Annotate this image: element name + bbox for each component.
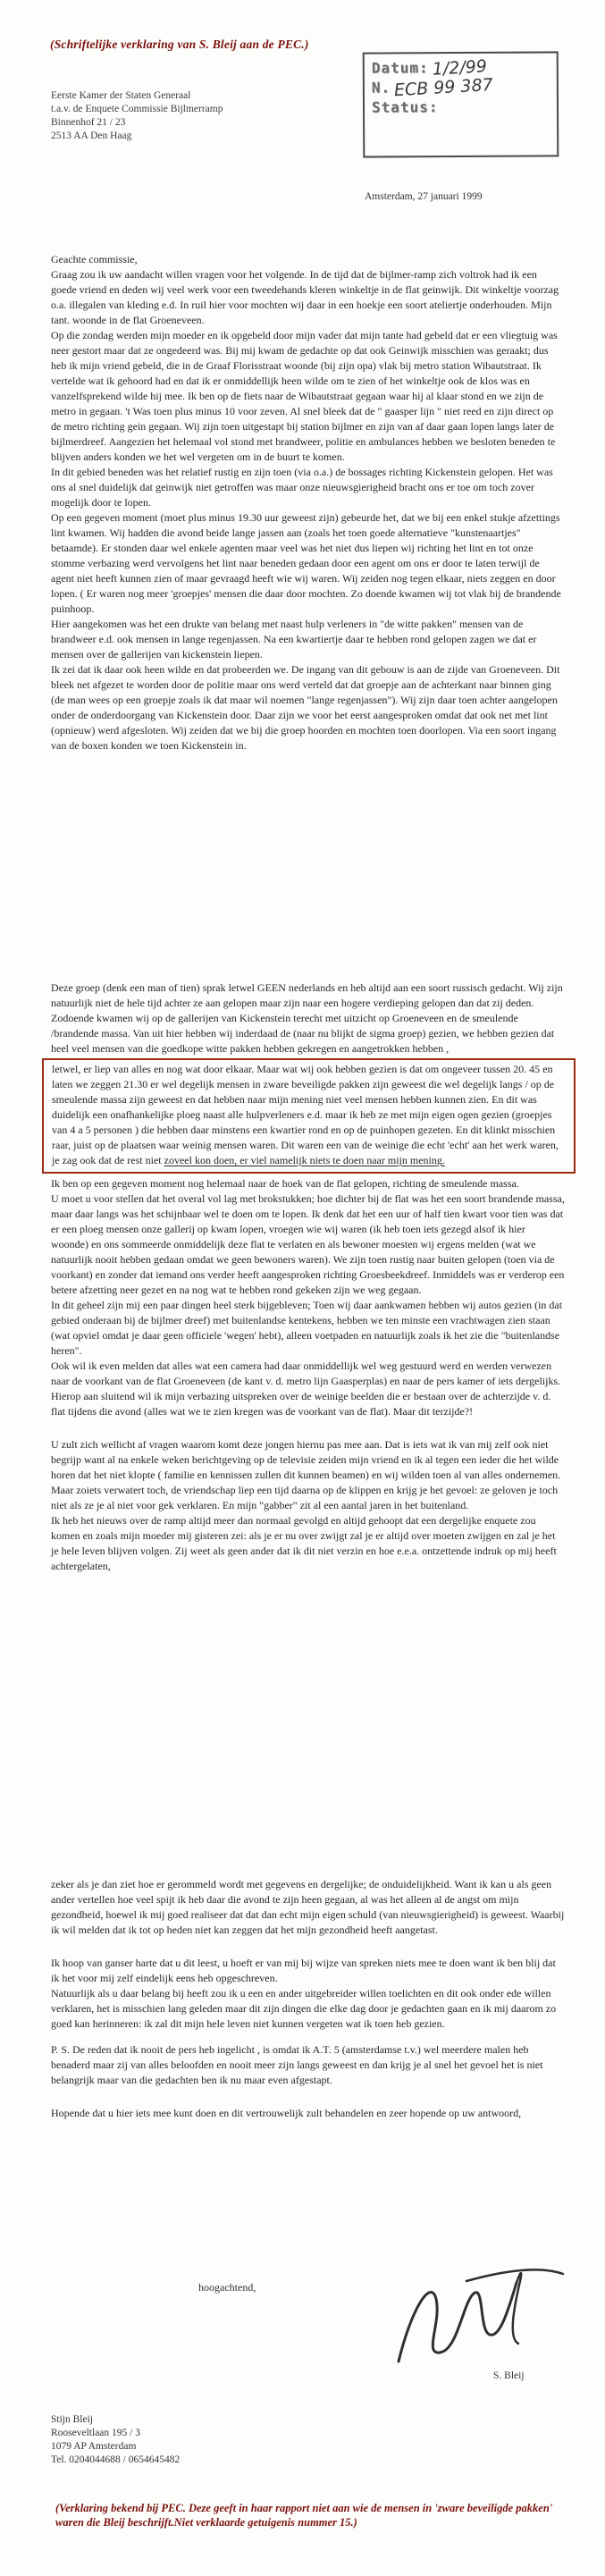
signature-name: S. Bleij bbox=[493, 2370, 525, 2381]
stamp-status-row bbox=[372, 97, 550, 115]
body-paragraph: Graag zou ik uw aandacht willen vragen voor het volgende. In de tijd dat de bijlmer-ramp zich voltrok had ik een goede vriend en deden wij veel werk voor een tweedehands kleren winkeltje in de flat geinwijk. Dit winkeltje voorzag o.a. illegalen van kleding e.d. In ruil hier voor mochten wij daar in een hoekje een soort ateliertje onderhouden. Mijn tant. woonde in de flat Groeneveen. bbox=[51, 268, 559, 326]
recipient-line: 2513 AA Den Haag bbox=[51, 130, 132, 141]
body-paragraph: Natuurlijk als u daar belang bij heeft zou ik u een en ander uitgebreider willen toelichten en dit ook onder ede willen verklaren, het is misschien lang geleden maar dit zijn dingen die elke dag door je gedachten gaan en ik mij daarom zo goed kan herinneren: ik zal dit mijn hele leven niet kunnen vergeten wat ik toen heb gezien. bbox=[51, 1987, 557, 2030]
underlined-text: zoveel kon doen, er viel namelijk niets te doen naar mijn mening. bbox=[164, 1154, 445, 1166]
recipient-line: Binnenhof 21 / 23 bbox=[51, 117, 126, 128]
body-paragraph: U moet u voor stellen dat het overal vol lag met brokstukken; hoe dichter bij de flat was het een soort brandende massa, maar daar langs was het schijnbaar wel te doen om te lopen. Ik denk dat het een uur of half tien kwart voor tien was dat er een ploeg mensen onze gallerij op kwam lopen, vroegen wie wij waren (ik heb toen iets gezegd alsof ik hier woonde) en ons sommeerde onmiddelijk deze flat te verlaten en als bewoner moesten wij ergens melden (wat we natuurlijk nooit hebben gedaan omdat we geen bewoners waren). We zijn toen rustig naar buiten gelopen (toen via de voorkant) en zonder dat iemand ons verder heeft aangesproken richting Groesbeekdreef. Inmiddels was er verderop een betere afzetting neer gezet en na nog wat te hebben rond gekeken zijn we weg gegaan. bbox=[51, 1192, 565, 1296]
stamp-date-row bbox=[371, 56, 550, 80]
body-paragraph: Maar zoiets verwatert toch, de vriendschap liep een tijd daarna op de klippen en krijg je het gevoel: ze geloven je toch niet als ze je al niet voor gek verklaren. En mijn "gabber" zit al een aantal jaren in het buitenland. bbox=[51, 1484, 559, 1511]
archivist-annotation-top: (Schriftelijke verklaring van S. Bleij aan de PEC.) bbox=[50, 38, 309, 51]
letter-body-page3 bbox=[51, 1877, 565, 2121]
signature-svg bbox=[384, 2254, 567, 2379]
body-paragraph: Ik hoop van ganser harte dat u dit leest, u hoeft er van mij bij wijze van spreken niets mee te doen want ik ben blij dat ik het voor mij zelf eindelijk eens heb opgeschreven. bbox=[51, 1957, 556, 1984]
body-paragraph: Ik zei dat ik daar ook heen wilde en dat probeerden we. De ingang van dit gebouw is aan de zijde van Groeneveen. Dit bleek net afgezet te worden door de politie maar ons werd verteld dat dat groepje aan de achterkant naar binnen ging (de man wees op een groepje zoals ik dat maar wil noemen "lange regenjassen"). Wij zijn daar toen achter aangelopen onder de onderdoorgang van Kickenstein door. Daar zijn we voor het eerst aangesproken omdat dat ook net met lint (opnieuw) werd afgesloten. Wij zeiden dat we bij die groep hoorden en mochten toen doorlopen. Via een soort ingang van de boxen konden we toen Kickenstein in. bbox=[51, 663, 560, 752]
sender-address bbox=[51, 2413, 180, 2467]
sender-line: 1079 AP Amsterdam bbox=[51, 2441, 137, 2452]
body-paragraph: zeker als je dan ziet hoe er gerommeld wordt met gegevens en dergelijke; de onduidelijkheid. Want ik kan u als geen ander vertellen hoe veel spijt ik heb daar die avond te zijn heen gegaan, al was het alleen al de angst om mijn gezondheid, hoewel ik mij goed realiseer dat dat dan echt mijn eigen schuld (van nieuwsgierigheid) is geweest. Waarbij ik wil melden dat ik tot op heden niet kan zeggen dat het mijn gezondheid heeft aangetast. bbox=[51, 1878, 565, 1936]
signature-scribble bbox=[384, 2254, 567, 2384]
closing-request-paragraph: Hopende dat u hier iets mee kunt doen en dit vertrouwelijk zult behandelen en zeer hopende op uw antwoord, bbox=[51, 2107, 522, 2119]
sender-line: Rooseveltlaan 195 / 3 bbox=[51, 2428, 140, 2438]
body-paragraph: U zult zich wellicht af vragen waarom komt deze jongen hiernu pas mee aan. Dat is iets wat ik van mij zelf ook niet begrijp want al na enkele weken berichtgeving op de televisie zeiden mijn vriend en ik al tegen een ieder die het wilde horen dat het niet klopte ( familie en kennissen zullen dit kunnen beamen) en wij wilden toen al van alles ondernemen. bbox=[51, 1438, 561, 1481]
archivist-annotation-bottom: (Verklaring bekend bij PEC. Deze geeft in haar rapport niet aan wie de mensen in 'zware beveiligde pakken' waren die Bleij beschrijft.Niet verklaarde getuigenis nummer 15.) bbox=[55, 2502, 553, 2529]
body-paragraph: Ik heb het nieuws over de ramp altijd meer dan normaal gevolgd en altijd gehoopt dat een dergelijke enquete zou komen en zoals mijn moeder mij gisteren zei: als je er nu over zwijgt zal je er altijd over moeten zwijgen en zal je het je hele leven blijven volgen. Zij weet als geen ander dat ik dit niet verzin en hoe e.e.a. ontzettende indruk op mij heeft achtergelaten, bbox=[51, 1514, 557, 1572]
body-paragraph: Ook wil ik even melden dat alles wat een camera had daar onmiddellijk wel weg gestuurd werd en werden verwezen naar de voorkant van de flat Groeneveen (de kant v. d. metro lijn Gaasperplas) en naar de pers kamer of iets dergelijks. Hierop aan sluitend wil ik mijn verbazing uitspreken over de weinige beelden die er bestaan over de achterzijde v. d. flat tijdens die avond (alles wat we te zien kregen was de voorkant van de flat). Maar dit terzijde?! bbox=[51, 1360, 561, 1418]
highlighted-paragraph bbox=[52, 1062, 566, 1168]
highlighted-text: letwel, er liep van alles en nog wat door elkaar. Maar wat wij ook hebben gezien is dat om ongeveer tussen 20. 45 en laten we zeggen 21.30 er wel degelijk mensen in zware beveiligde pakken zijn geweest die wel degelijk langs / op de smeulende massa zijn geweest en dat hebben naar mijn mening niet veel mensen hebben kunnen zien. En dit was duidelijk een onafhankelijke ploeg naast alle hulpverleners e.d. maar ik heb ze met mijn eigen ogen gezien (groepjes van 4 a 5 personen ) die hebben daar minstens een kwartier rond en op de puinhopen gezeten. En dit klinkt misschien raar, juist op de plaatsen waar weinig mensen waren. Dit waren een van de weinige die echt 'echt' aan het werk waren, je zag ook dat de rest niet bbox=[52, 1063, 559, 1166]
sender-line: Tel. 0204044688 / 0654645482 bbox=[51, 2454, 181, 2465]
recipient-line: t.a.v. de Enquete Commissie Bijlmerramp bbox=[51, 104, 223, 114]
stamp-date-label: Datum: bbox=[371, 59, 429, 77]
recipient-line: Eerste Kamer der Staten Generaal bbox=[51, 90, 191, 101]
highlighted-passage-box bbox=[42, 1058, 576, 1174]
sender-line: Stijn Bleij bbox=[51, 2414, 93, 2425]
salutation: Geachte commissie, bbox=[51, 253, 138, 265]
stamp-number-row bbox=[371, 74, 550, 101]
body-paragraph: In dit gebied beneden was het relatief rustig en zijn toen (via o.a.) de bossages richting Kickenstein gelopen. Het was ons al snel duidelijk dat geinwijk niet getroffen was maar onze nieuwsgierigheid bracht ons er toe om toch zover mogelijk door te lopen. bbox=[51, 466, 553, 509]
dateline: Amsterdam, 27 januari 1999 bbox=[365, 191, 483, 202]
body-paragraph: Ik ben op een gegeven moment nog helemaal naar de hoek van de flat gelopen, richting de smeulende massa. bbox=[51, 1177, 519, 1190]
body-paragraph: Deze groep (denk een man of tien) sprak letwel GEEN nederlands en heb altijd aan een soort russisch gedacht. Wij zijn natuurlijk niet de hele tijd achter ze aan gelopen maar zijn naar een hogere verdieping gelopen dan dat zij deden. Zodoende kwamen wij op de gallerijen van Kickenstein terecht met uitzicht op Groeneveen en de smeulende /brandende massa. Van uit hier hebben wij inderdaad de (naar nu blijkt de sigma groep) gezien, we hebben gezien dat heel veel mensen van die goedkope witte pakken hebben gekregen en aangetrokken hebben , bbox=[51, 981, 563, 1055]
registration-stamp bbox=[363, 51, 559, 157]
letter-body-page1 bbox=[51, 252, 565, 753]
body-paragraph: Hier aangekomen was het een drukte van belang met naast hulp verleners in "de witte pakken" mensen van de brandweer e.d. ook mensen in lange regenjassen. Na een kwartiertje daar te hebben rond gelopen zagen we dat er mensen over de gallerijen van kickenstein liepen. bbox=[51, 618, 537, 661]
body-paragraph: Op die zondag werden mijn moeder en ik opgebeld door mijn vader dat mijn tante had gebeld dat er een vliegtuig was neer gestort maar dat ze ongedeerd was. Bij mij kwam de gedachte op dat ook Geinwijk misschien was geraakt; dus heb ik mijn vriend gebeld, die in de Graaf Florisstraat woonde (bij zijn opa) vlak bij metro station Wibautstraat. Ik vertelde wat ik gehoord had en dat ik er onmiddellijk heen wilde om te zien of het winkeltje ook de klos was en vanzelfsprekend wilde hij mee. Ik ben op de fiets naar de Wibautstraat gegaan waar hij al klaar stond en we zijn de metro in gegaan. 't Was toen plus minus 10 voor zeven. Al snel bleek dat de " gaasper lijn " niet reed en zijn direct op de metro richting gein gegaan. Wij zijn toen uitgestapt bij station bijlmer en zijn van af daar gaan lopen langs later de bijlmerdreef. Aangezien het helemaal vol stond met brandweer, politie en ambulances hebben we besloten beneden te blijven anders konden we het wel vergeten om in de buurt te komen. bbox=[51, 329, 558, 463]
stamp-number-label: N. bbox=[371, 79, 391, 97]
stamp-number-value: ECB 99 387 bbox=[393, 74, 494, 101]
stamp-date-value: 1/2/99 bbox=[431, 56, 488, 80]
stamp-status-label: Status: bbox=[371, 98, 439, 116]
postscript-paragraph: P. S. De reden dat ik nooit de pers heb ingelicht , is omdat ik A.T. 5 (amsterdamse t.v.) wel meerdere malen heb benaderd maar zij van alles beloofden en nooit meer zijn langs geweest en dan krijg je al snel het gevoel het is niet belangrijk maar van die gedachten ben ik nu maar even afgestapt. bbox=[51, 2043, 543, 2086]
letter-body-page2 bbox=[51, 981, 565, 1574]
body-paragraph: Op een gegeven moment (moet plus minus 19.30 uur geweest zijn) gebeurde het, dat we bij een enkel stukje afzettings lint kwamen. Wij hadden die avond beide lange jassen aan (zoals het toen goede alternatieve "kunstenaartjes" betaamde). Er stonden daar wel enkele agenten maar veel was het niet dus liepen wij richting het lint en tot onze stomme verbazing werd vervolgens het lint naar beneden gedaan door een agent om ons er door te laten terwijl de agent niet heeft kunnen zien of maar gevraagd heeft wie wij waren. Wij zeiden nog tegen elkaar, niets zeggen en door lopen. ( Er waren nog meer 'groepjes' mensen die daar door mochten. Zo doende kwamen wij tot vlak bij de brandende puinhoop. bbox=[51, 511, 561, 615]
recipient-address bbox=[51, 89, 223, 143]
valediction: hoogachtend, bbox=[198, 2281, 256, 2294]
body-paragraph: In dit geheel zijn mij een paar dingen heel sterk bijgebleven; Toen wij daar aankwamen hebben wij autos gezien (in dat gebied onderaan bij de bijlmer dreef) met buitenlandse kentekens, hebben we ten minste een vrachtwagen zien staan (wat opviel omdat je daar geen officiele 'wegen' hebt), alleen voetpaden en natuurlijk zoals ik het zie die "buitenlandse heren". bbox=[51, 1299, 563, 1357]
